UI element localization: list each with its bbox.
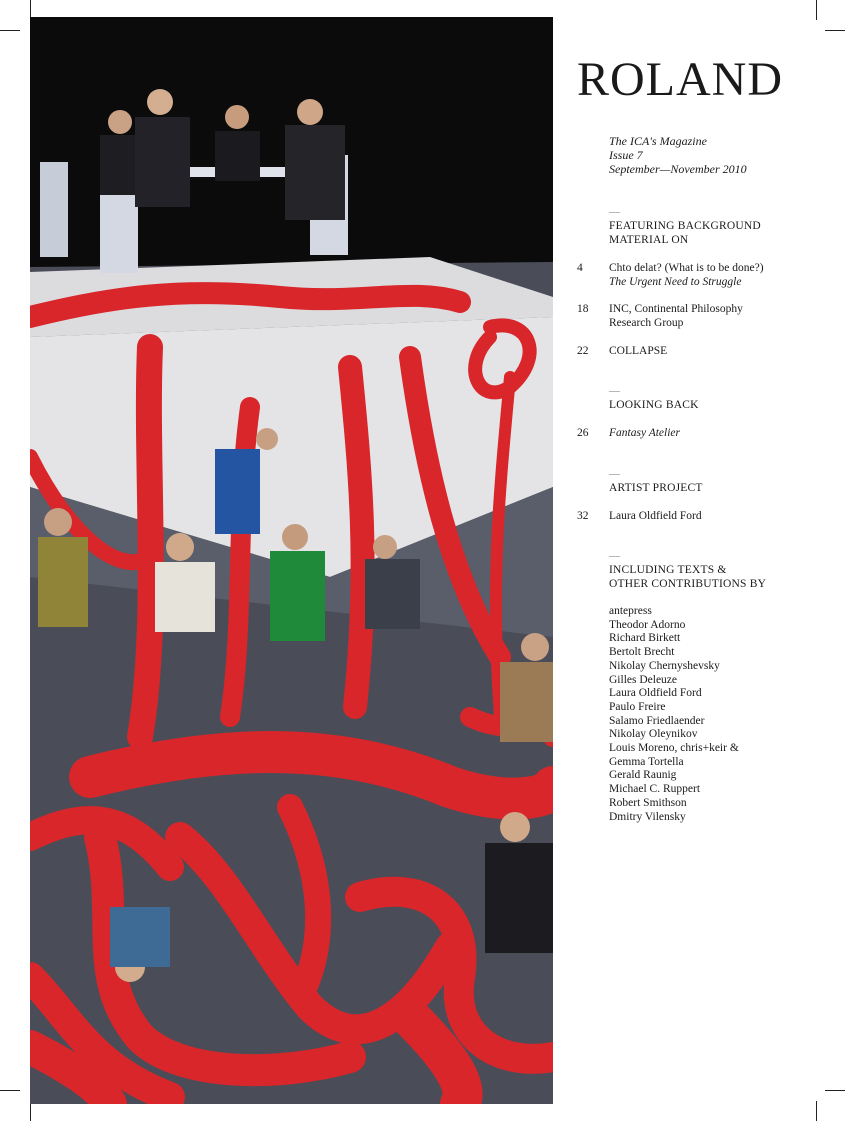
section-dash: — xyxy=(609,385,620,397)
entry-title: Laura Oldfield Ford xyxy=(609,510,702,522)
crop-mark xyxy=(825,1090,845,1091)
contributor: Nikolay Oleynikov xyxy=(609,728,698,741)
entry-title: Fantasy Atelier xyxy=(609,427,681,439)
contributor: Gemma Tortella xyxy=(609,755,684,768)
page-number: 26 xyxy=(577,427,589,439)
entry-title: INC, Continental Philosophy xyxy=(609,303,743,315)
heading-line: FEATURING BACKGROUND xyxy=(609,220,761,232)
entry-subtitle: The Urgent Need to Struggle xyxy=(609,276,742,288)
including-heading xyxy=(609,563,766,591)
contributor: Laura Oldfield Ford xyxy=(609,687,702,700)
entry-title: COLLAPSE xyxy=(609,345,668,357)
contributor: Paulo Freire xyxy=(609,700,666,713)
cover-photo xyxy=(30,17,553,1104)
contributor: Dmitry Vilensky xyxy=(609,810,686,823)
contributor: Bertolt Brecht xyxy=(609,646,675,659)
contributor: Louis Moreno, chris+keir & xyxy=(609,742,739,755)
crop-mark xyxy=(0,30,20,31)
issue-dates: September—November 2010 xyxy=(609,162,747,176)
page-number: 22 xyxy=(577,345,589,357)
section-dash: — xyxy=(609,206,620,218)
contributor: Robert Smithson xyxy=(609,796,687,809)
contributor: Gerald Raunig xyxy=(609,769,677,782)
heading-line: MATERIAL ON xyxy=(609,234,689,246)
crop-mark xyxy=(816,1101,817,1121)
contributor: Gilles Deleuze xyxy=(609,673,678,686)
issue-number: Issue 7 xyxy=(609,148,643,162)
contributor: Nikolay Chernyshevsky xyxy=(609,659,720,672)
crop-mark xyxy=(825,30,845,31)
contributor: Salamo Friedlaender xyxy=(609,714,705,727)
section-dash: — xyxy=(609,550,620,562)
contributor: Richard Birkett xyxy=(609,632,681,645)
page-number: 32 xyxy=(577,510,589,522)
crop-mark xyxy=(816,0,817,20)
featuring-heading xyxy=(609,219,761,247)
page-number: 18 xyxy=(577,303,589,315)
performance-photo-illustration xyxy=(30,17,553,1104)
contributor: Theodor Adorno xyxy=(609,618,686,631)
heading-line: OTHER CONTRIBUTIONS BY xyxy=(609,578,767,590)
artist-project-heading: ARTIST PROJECT xyxy=(609,482,703,494)
magazine-title: ROLAND xyxy=(577,53,783,106)
heading-line: INCLUDING TEXTS & xyxy=(609,564,727,576)
entry-title: Chto delat? (What is to be done?) xyxy=(609,262,764,274)
contributor: antepress xyxy=(609,605,652,617)
contributors-list xyxy=(609,605,739,824)
contributor: Michael C. Ruppert xyxy=(609,783,701,796)
page-number: 4 xyxy=(577,262,583,274)
magazine-subtitle: The ICA's Magazine xyxy=(609,134,707,148)
crop-mark xyxy=(0,1090,20,1091)
looking-back-heading: LOOKING BACK xyxy=(609,399,699,411)
entry-title: Research Group xyxy=(609,317,684,329)
crop-mark xyxy=(30,1101,31,1121)
issue-info xyxy=(609,134,747,176)
section-dash: — xyxy=(609,468,620,480)
